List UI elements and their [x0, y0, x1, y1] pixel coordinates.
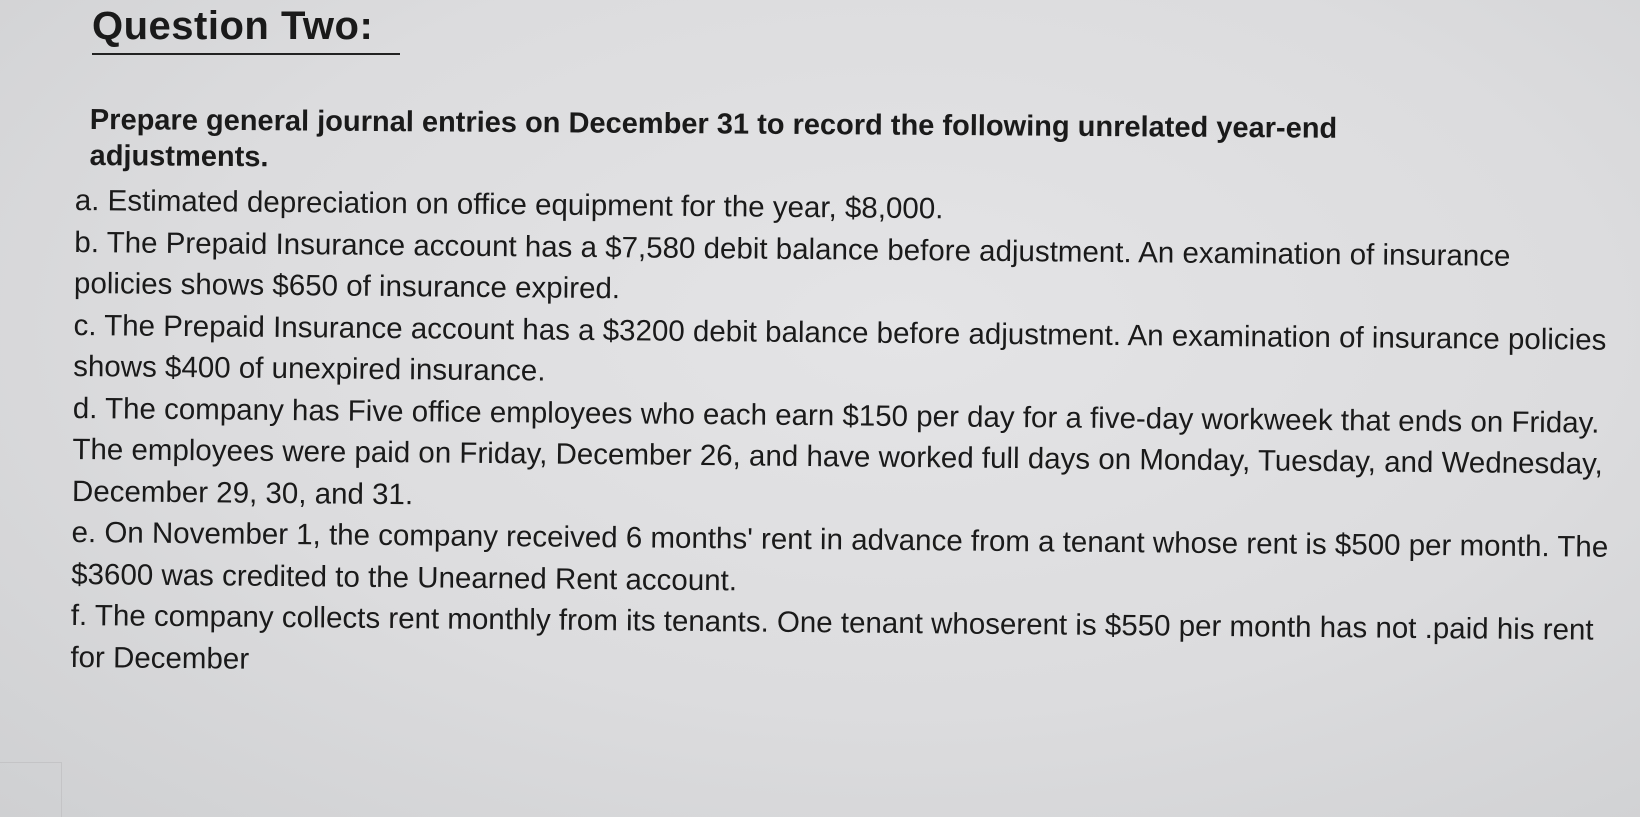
item-marker: e.: [71, 515, 97, 550]
item-text: The Prepaid Insurance account has a $3200 debit balance before adjustment. An examination of insurance policies shows $400 of unexpired insurance.: [73, 308, 1607, 388]
item-marker: f.: [70, 598, 88, 633]
item-text: On November 1, the company received 6 months' rent in advance from a tenant whose rent is $500 per month. The $3600 was credited to the Unearned Rent account.: [71, 516, 1609, 597]
adjustment-item-c: [73, 304, 1614, 402]
item-text: The company has Five office employees who each earn $150 per day for a five-day workweek that ends on Friday. The employees were paid on Friday, December 26, and have worked full days on Monday, Tuesday, and Wednesday, December 29, 30, and 31.: [71, 391, 1604, 511]
item-text: The company collects rent monthly from its tenants. One tenant whoserent is $550 per month has not .paid his rent for December: [70, 599, 1594, 676]
item-marker: b.: [74, 225, 100, 259]
page-corner-outline: [0, 762, 62, 817]
item-text: The Prepaid Insurance account has a $7,580 debit balance before adjustment. An examination of insurance policies shows $650 of insurance expired.: [73, 225, 1511, 306]
item-text: Estimated depreciation on office equipment for the year, $8,000.: [107, 184, 944, 226]
adjustment-item-b: [74, 221, 1615, 319]
item-marker: c.: [73, 308, 97, 342]
adjustment-item-d: [72, 387, 1613, 526]
item-marker: a.: [74, 183, 100, 218]
question-instructions: Prepare general journal entries on December 31 to record the following unrelated year-end adjustments.: [89, 103, 1338, 174]
item-marker: d.: [72, 391, 98, 425]
question-heading: Question Two:: [92, 4, 400, 55]
adjustment-item-f: [70, 595, 1611, 693]
adjustments-list: [70, 180, 1615, 693]
adjustment-item-e: [71, 512, 1612, 610]
